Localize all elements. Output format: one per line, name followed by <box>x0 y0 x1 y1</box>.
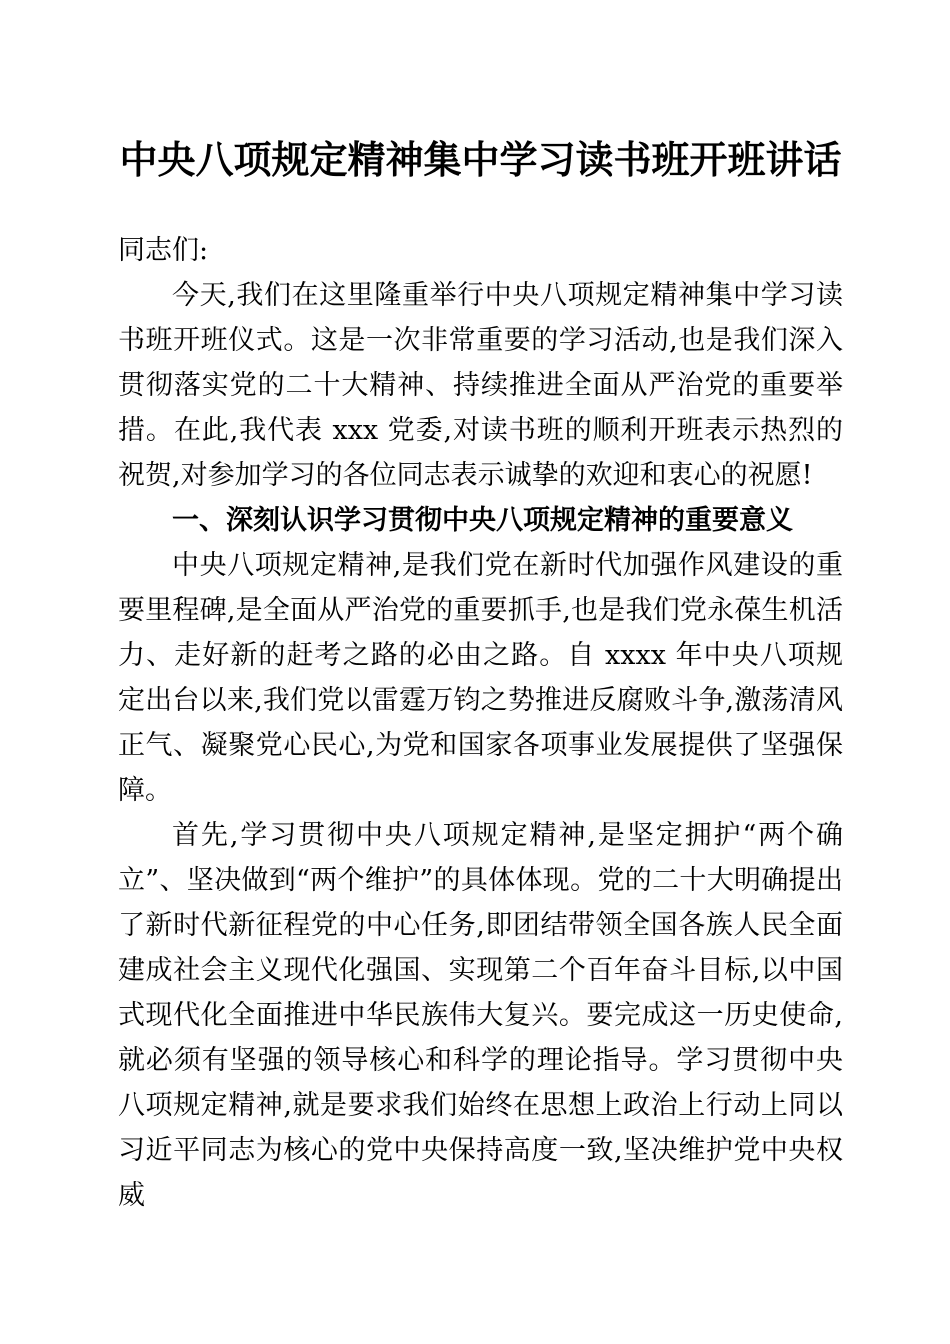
section-heading-1: 一、深刻认识学习贯彻中央八项规定精神的重要意义 <box>172 505 793 536</box>
paragraph-opening: 今天,我们在这里隆重举行中央八项规定精神集中学习读书班开班仪式。这是一次非常重要的学习活动,也是我们深入贯彻落实党的二十大精神、持续推进全面从严治党的重要举措。在此,我代表 xxx 党委,对读书班的顺利开班表示热烈的祝贺,对参加学习的各位同志表示诚挚的欢迎和衷心的祝愿! <box>118 280 843 491</box>
paragraph-significance: 中央八项规定精神,是我们党在新时代加强作风建设的重要里程碑,是全面从严治党的重要抓手,也是我们党永葆生机活力、走好新的赶考之路的必由之路。自 xxxx 年中央八项规定出台以来,我们党以雷霆万钧之势推进反腐败斗争,激荡清风正气、凝聚党心民心,为党和国家各项事业发展提供了坚强保障。 <box>118 550 843 806</box>
salutation: 同志们: <box>118 235 209 266</box>
paragraph-first-point: 首先,学习贯彻中央八项规定精神,是坚定拥护“两个确立”、坚决做到“两个维护”的具体体现。党的二十大明确提出了新时代新征程党的中心任务,即团结带领全国各族人民全面建成社会主义现代化强国、实现第二个百年奋斗目标,以中国式现代化全面推进中华民族伟大复兴。要完成这一历史使命,就必须有坚强的领导核心和科学的理论指导。学习贯彻中央八项规定精神,就是要求我们始终在思想上政治上行动上同以习近平同志为核心的党中央保持高度一致,坚决维护党中央权威 <box>118 820 843 1211</box>
document-title: 中央八项规定精神集中学习读书班开班讲话 <box>119 137 842 182</box>
document-content <box>0 135 950 1218</box>
document-body <box>118 228 843 1218</box>
